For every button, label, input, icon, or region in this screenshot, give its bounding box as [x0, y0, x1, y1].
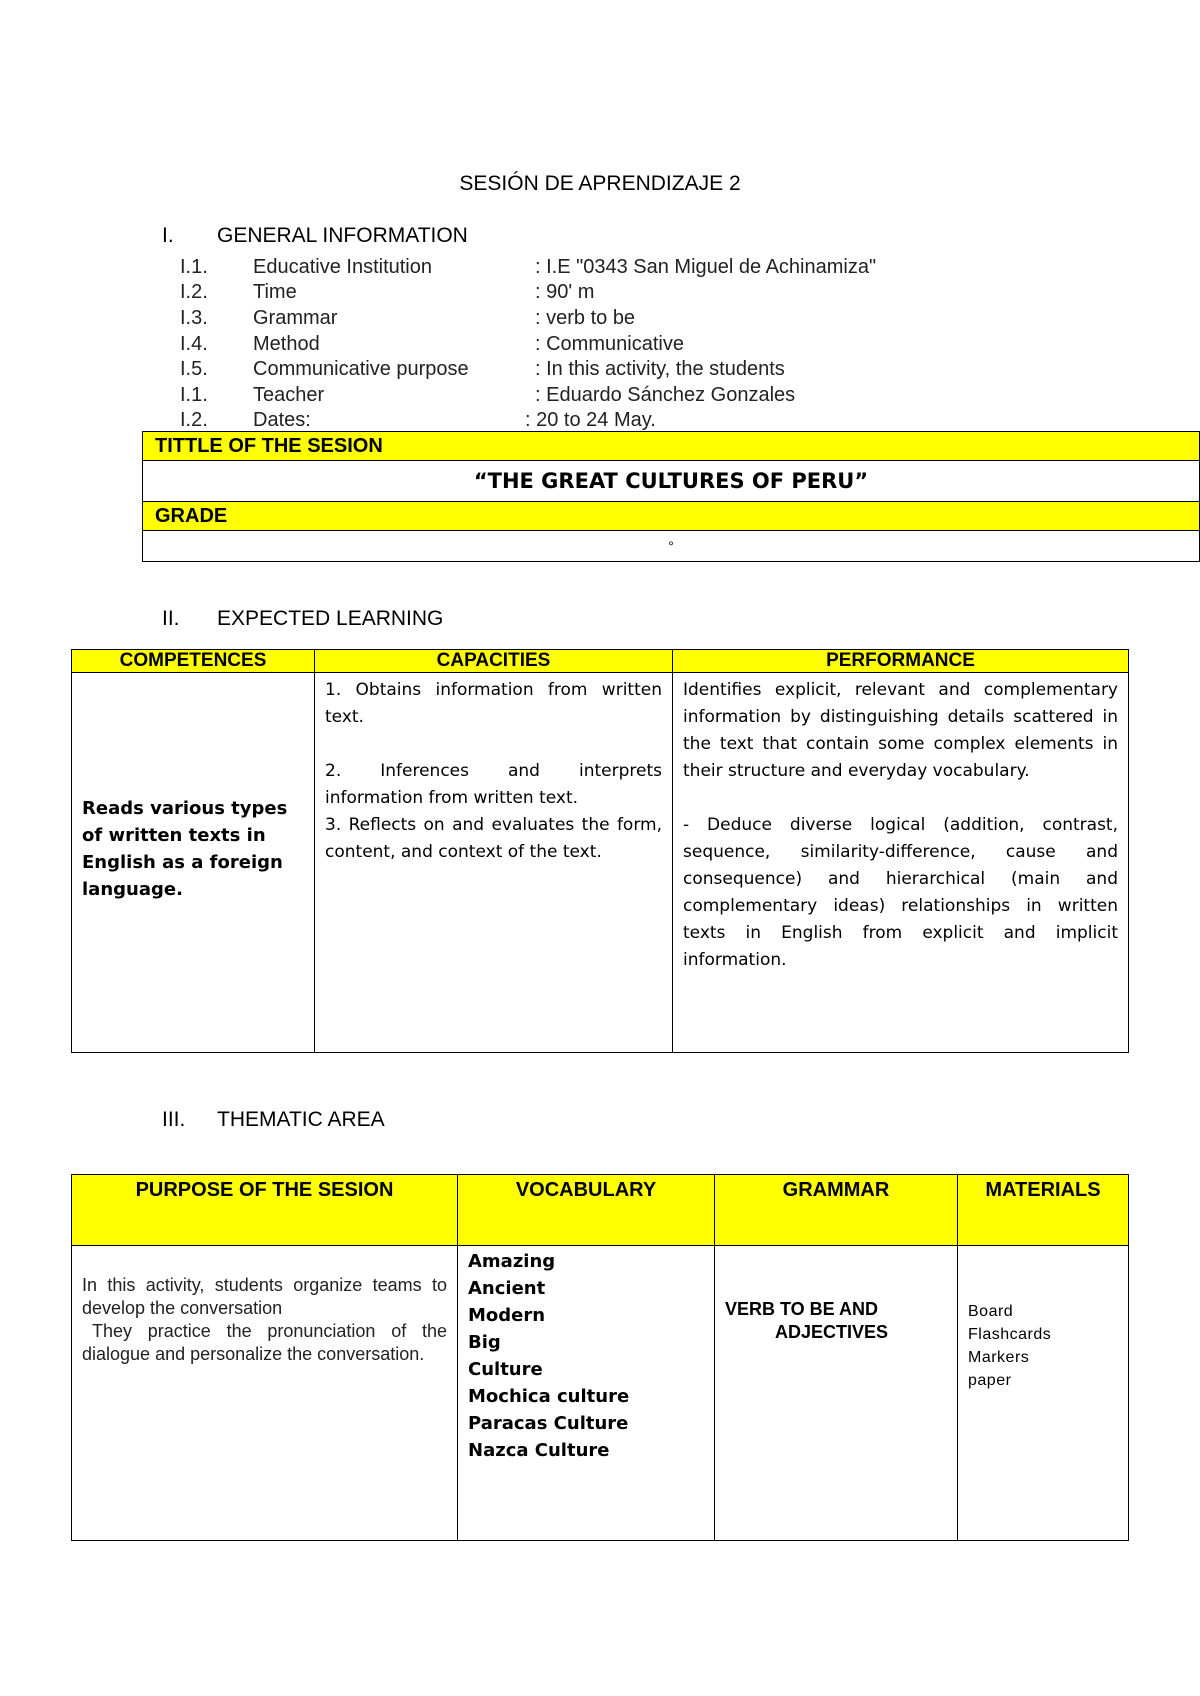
- header-vocabulary: VOCABULARY: [458, 1175, 715, 1246]
- info-row: [0, 384, 1200, 408]
- material-item: Markers: [968, 1349, 1030, 1366]
- grade-label: GRADE: [143, 502, 1200, 531]
- vocabulary-item: Big: [468, 1332, 501, 1353]
- purpose-text: They practice the pronunciation of the dialogue and personalize the conversation.: [82, 1321, 447, 1364]
- info-number: I.4.: [180, 333, 208, 355]
- section-label: GENERAL INFORMATION: [217, 224, 468, 247]
- info-value: : Eduardo Sánchez Gonzales: [535, 384, 796, 406]
- vocabulary-item: Ancient: [468, 1278, 546, 1299]
- header-capacities: CAPACITIES: [315, 650, 673, 673]
- header-grammar: GRAMMAR: [715, 1175, 958, 1246]
- grammar-text: ADJECTIVES: [775, 1322, 889, 1342]
- capacities-cell: [315, 673, 673, 1053]
- info-label: Time: [253, 281, 297, 303]
- section-heading-general: [0, 224, 1200, 252]
- vocabulary-item: Culture: [468, 1359, 543, 1380]
- info-label: Communicative purpose: [253, 358, 469, 380]
- section-label: THEMATIC AREA: [217, 1108, 385, 1131]
- capacity-item: 2. Inferences and interprets information from written text.: [325, 761, 662, 808]
- info-value: : In this activity, the students: [535, 358, 785, 380]
- info-value: : 20 to 24 May.: [525, 409, 656, 431]
- purpose-text: In this activity, students organize teams to develop the conversation: [82, 1275, 447, 1318]
- performance-item: - Deduce diverse logical (addition, contrast, sequence, similarity-difference, cause and consequence) and hierarchical (main and complementary ideas) relationships in written texts in English from explicit and implicit information.: [683, 815, 1118, 970]
- info-label: Teacher: [253, 384, 325, 406]
- material-item: Board: [968, 1303, 1014, 1320]
- info-number: I.5.: [180, 358, 208, 380]
- info-row: [0, 409, 1200, 433]
- vocabulary-item: Nazca Culture: [468, 1440, 610, 1461]
- header-performance: PERFORMANCE: [673, 650, 1129, 673]
- info-row: [0, 256, 1200, 280]
- info-number: I.2.: [180, 409, 208, 431]
- info-number: I.1.: [180, 384, 208, 406]
- performance-cell: [673, 673, 1129, 1053]
- header-materials: MATERIALS: [958, 1175, 1129, 1246]
- section-number: III.: [162, 1108, 186, 1131]
- info-number: I.1.: [180, 256, 208, 278]
- section-number: II.: [162, 607, 180, 630]
- info-value: : Communicative: [535, 333, 684, 355]
- info-row: [0, 281, 1200, 305]
- vocabulary-item: Mochica culture: [468, 1386, 630, 1407]
- header-competences: COMPETENCES: [72, 650, 315, 673]
- grammar-text: VERB TO BE AND: [725, 1299, 879, 1319]
- info-number: I.3.: [180, 307, 208, 329]
- competence-cell: [72, 673, 315, 1053]
- vocabulary-item: Paracas Culture: [468, 1413, 629, 1434]
- material-item: paper: [968, 1372, 1012, 1389]
- capacity-item: 1. Obtains information from written text.: [325, 680, 662, 727]
- material-item: Flashcards: [968, 1326, 1052, 1343]
- info-label: Method: [253, 333, 320, 355]
- vocabulary-item: Amazing: [468, 1251, 556, 1272]
- info-row: [0, 333, 1200, 357]
- capacity-item: 3. Reflects on and evaluates the form, content, and context of the text.: [325, 815, 662, 862]
- header-purpose: PURPOSE OF THE SESION: [72, 1175, 458, 1246]
- session-title-table: [142, 431, 1200, 562]
- info-number: I.2.: [180, 281, 208, 303]
- session-title-label: TITTLE OF THE SESION: [143, 432, 1200, 461]
- materials-cell: [958, 1246, 1129, 1541]
- vocabulary-cell: [458, 1246, 715, 1541]
- section-label: EXPECTED LEARNING: [217, 607, 444, 630]
- grammar-cell: [715, 1246, 958, 1541]
- page-title: SESIÓN DE APRENDIZAJE 2: [459, 172, 741, 195]
- section-heading-thematic: [0, 1108, 1200, 1136]
- performance-item: Identifies explicit, relevant and complementary information by distinguishing details scattered in the text that contain some complex elements in their structure and everyday vocabulary.: [683, 680, 1118, 781]
- info-value: : verb to be: [535, 307, 636, 329]
- section-heading-expected: [0, 607, 1200, 635]
- purpose-cell: [72, 1246, 458, 1541]
- competence-text: Reads various types of written texts in English as a foreign language.: [82, 797, 288, 900]
- expected-learning-table: [71, 649, 1129, 1053]
- info-label: Educative Institution: [253, 256, 432, 278]
- section-number: I.: [162, 224, 174, 247]
- vocabulary-item: Modern: [468, 1305, 546, 1326]
- grade-value: °: [143, 531, 1200, 562]
- info-value: : I.E "0343 San Miguel de Achinamiza": [535, 256, 877, 278]
- info-label: Grammar: [253, 307, 338, 329]
- info-value: : 90' m: [535, 281, 595, 303]
- info-row: [0, 358, 1200, 382]
- session-title-value: “THE GREAT CULTURES OF PERU”: [143, 461, 1200, 502]
- thematic-area-table: [71, 1174, 1129, 1541]
- info-label: Dates:: [253, 409, 311, 431]
- info-row: [0, 307, 1200, 331]
